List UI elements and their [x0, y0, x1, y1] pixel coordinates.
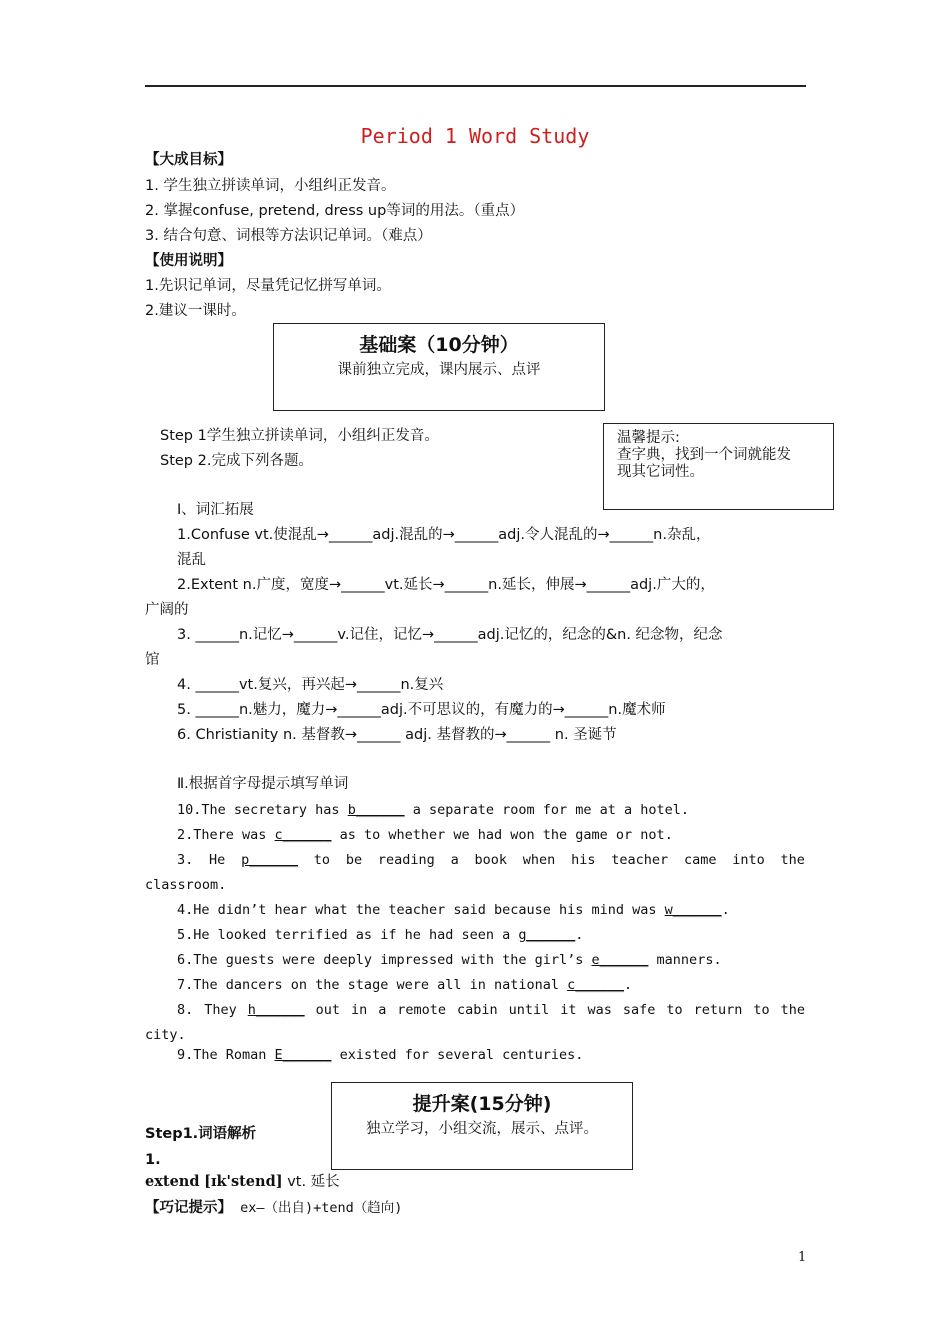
goals-heading: 【大成目标】	[145, 152, 232, 168]
memo-text: ex—（出自)+tend（趋向)	[232, 1200, 403, 1216]
header-rule	[145, 85, 806, 87]
answer-blank[interactable]: p______	[241, 852, 298, 868]
vocab-heading: Ⅰ、词汇拓展	[177, 502, 254, 518]
page-number: 1	[798, 1250, 807, 1265]
advanced-box-subtitle: 独立学习，小组交流，展示、点评。	[366, 1121, 598, 1137]
goal-item: 2. 掌握confuse, pretend, dress up等词的用法。（重点）	[145, 203, 525, 219]
answer-blank[interactable]: e______	[591, 952, 649, 968]
answer-blank[interactable]: c______	[567, 977, 625, 993]
fill-question: 9.The Roman E______ existed for several centuries.	[177, 1047, 584, 1063]
basic-box-subtitle: 课前独立完成，课内展示、点评	[337, 362, 541, 378]
vocab-item-cont: 广阔的	[145, 602, 189, 618]
vocab-item: 6. Christianity n. 基督教→______ adj. 基督教的→______ n. 圣诞节	[177, 727, 617, 743]
memo-line	[145, 1198, 402, 1218]
vocab-item: 1.Confuse vt.使混乱→______adj.混乱的→______adj.令人混乱的→______n.杂乱，	[177, 527, 711, 543]
fill-question: 3. He p______ to be reading a book when his teacher came into the	[177, 852, 805, 868]
basic-box-title: 基础案（10分钟）	[359, 334, 519, 356]
fill-heading: Ⅱ.根据首字母提示填写单词	[177, 776, 349, 792]
goal-item: 3. 结合句意、词根等方法识记单词。（难点）	[145, 228, 432, 244]
fill-question-cont: city.	[145, 1027, 186, 1043]
word-entry	[145, 1172, 340, 1192]
advanced-section-box	[331, 1082, 633, 1170]
phonetic: [ɪk'stend]	[204, 1173, 283, 1190]
fill-question: 10.The secretary has b______ a separate room for me at a hotel.	[177, 802, 690, 818]
vocab-item: 3. ______n.记忆→______v.记住，记忆→______adj.记忆的，纪念的&n. 纪念物，纪念	[177, 627, 723, 643]
headword: extend	[145, 1173, 200, 1190]
tip-body-line: 查字典，找到一个词就能发	[617, 447, 791, 463]
answer-blank[interactable]: c______	[274, 827, 332, 843]
answer-blank[interactable]: w______	[664, 902, 722, 918]
fill-question: 8. They h______ out in a remote cabin until it was safe to return to the	[177, 1002, 805, 1018]
fill-question: 7.The dancers on the stage were all in national c______.	[177, 977, 633, 993]
fill-question: 4.He didn’t hear what the teacher said because his mind was w______.	[177, 902, 730, 918]
usage-item: 1.先识记单词，尽量凭记忆拼写单词。	[145, 278, 391, 294]
part-of-speech: vt. 延长	[287, 1174, 340, 1190]
vocab-item-cont: 馆	[145, 652, 160, 668]
vocab-item-cont: 混乱	[177, 552, 206, 568]
tip-body-line: 现其它词性。	[617, 464, 704, 480]
answer-blank[interactable]: h______	[247, 1002, 305, 1018]
vocab-item: 4. ______vt.复兴，再兴起→______n.复兴	[177, 677, 444, 693]
fill-question-cont: classroom.	[145, 877, 227, 893]
fill-question: 5.He looked terrified as if he had seen a g______.	[177, 927, 584, 943]
analysis-number: 1.	[145, 1152, 161, 1168]
basic-section-box	[273, 323, 605, 411]
usage-item: 2.建议一课时。	[145, 303, 246, 319]
step-1: Step 1学生独立拼读单词，小组纠正发音。	[160, 428, 439, 444]
answer-blank[interactable]: b______	[347, 802, 405, 818]
page-title: Period 1 Word Study	[360, 124, 590, 148]
fill-question: 2.There was c______ as to whether we had won the game or not.	[177, 827, 673, 843]
tip-box	[603, 423, 834, 510]
advanced-box-title: 提升案(15分钟)	[412, 1093, 552, 1115]
step-2: Step 2.完成下列各题。	[160, 453, 313, 469]
memo-label: 【巧记提示】	[145, 1200, 232, 1216]
analysis-heading: Step1.词语解析	[145, 1126, 257, 1142]
fill-question: 6.The guests were deeply impressed with the girl’s e______ manners.	[177, 952, 722, 968]
answer-blank[interactable]: g______	[518, 927, 576, 943]
vocab-item: 2.Extent n.广度，宽度→______vt.延长→______n.延长，伸展→______adj.广大的，	[177, 577, 715, 593]
tip-title: 温馨提示:	[617, 430, 680, 446]
answer-blank[interactable]: E______	[274, 1047, 332, 1063]
goal-item: 1. 学生独立拼读单词，小组纠正发音。	[145, 178, 396, 194]
vocab-item: 5. ______n.魅力，魔力→______adj.不可思议的，有魔力的→______n.魔术师	[177, 702, 666, 718]
usage-heading: 【使用说明】	[145, 253, 232, 269]
